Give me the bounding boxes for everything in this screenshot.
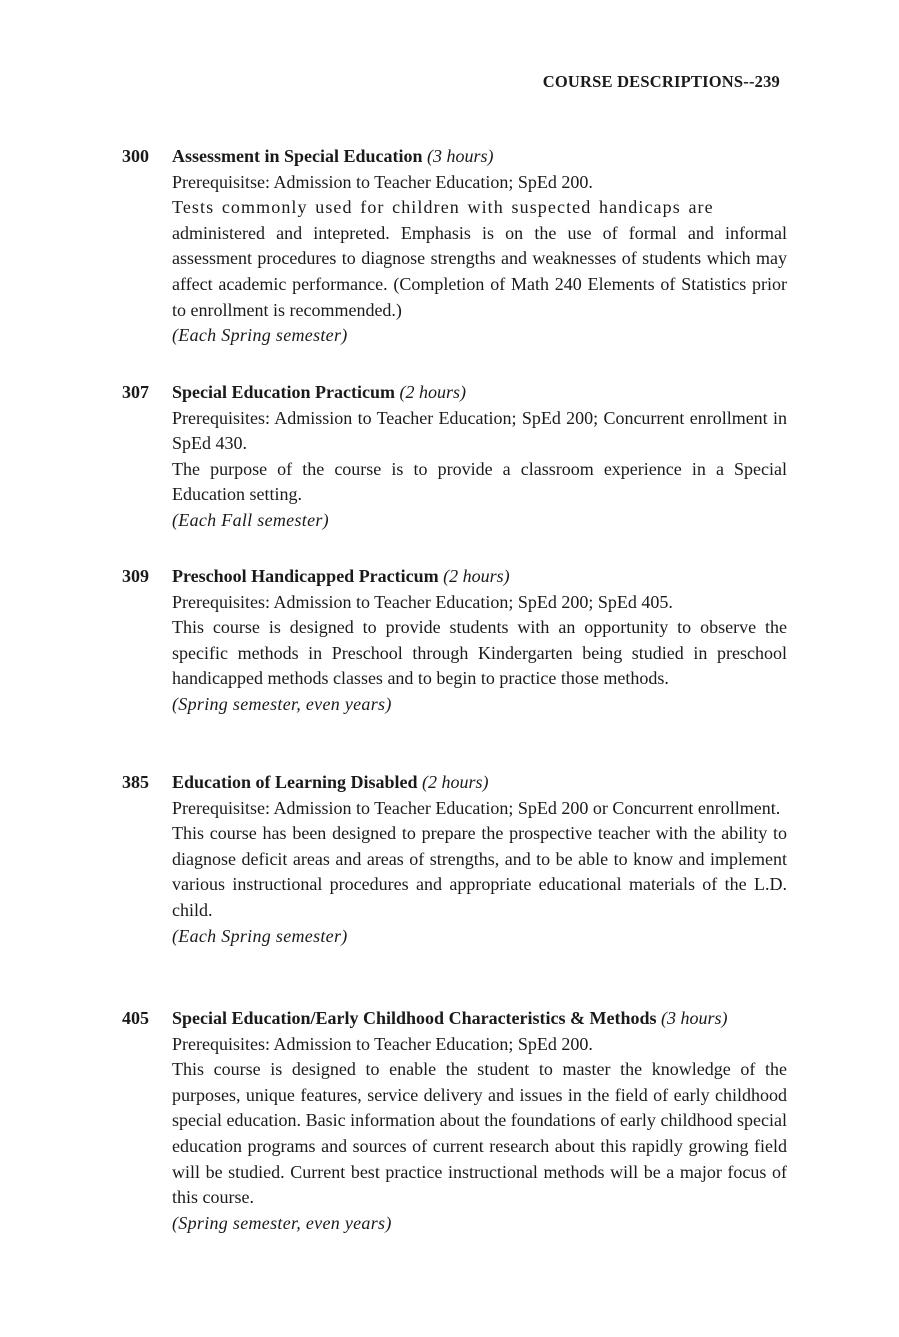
- course-body: [172, 1032, 787, 1237]
- course-number: 405: [122, 1008, 149, 1028]
- course-description: This course is designed to provide students with an opportunity to observe the specific methods in Preschool through Kindergarten being studied in preschool handicapped methods classes and to begin to practice those methods.: [172, 617, 787, 689]
- course-prerequisites: Prerequisitse: Admission to Teacher Education; SpEd 200.: [172, 171, 593, 192]
- course-header: [122, 1006, 787, 1032]
- course-body: [172, 170, 787, 349]
- course-prerequisites: Prerequisites: Admission to Teacher Education; SpEd 200.: [172, 1033, 593, 1054]
- course-hours: (3 hours): [661, 1008, 728, 1028]
- course-entry-307: [122, 380, 787, 534]
- course-number: 385: [122, 772, 149, 792]
- course-offered: (Each Spring semester): [172, 925, 348, 946]
- course-hours: (2 hours): [422, 772, 489, 792]
- course-body: [172, 406, 787, 534]
- course-entry-385: [122, 770, 787, 949]
- course-header: [122, 380, 787, 406]
- course-description: administered and intepreted. Emphasis is on the use of formal and informal assessment procedures to diagnose strengths and weaknesses of students which may affect academic performance. (Completion of Math 240 Elements of Statistics prior to enrollment is recommended.): [172, 222, 787, 320]
- course-title: Education of Learning Disabled: [172, 772, 418, 792]
- course-description-lead: Tests commonly used for children with suspected handicaps are: [172, 197, 714, 218]
- course-hours: (3 hours): [427, 146, 494, 166]
- course-number: 307: [122, 382, 149, 402]
- course-description: This course has been designed to prepare the prospective teacher with the ability to diagnose deficit areas and areas of strengths, and to be able to know and implement various instructional procedures and appropriate educational materials of the L.D. child.: [172, 823, 787, 920]
- course-hours: (2 hours): [443, 566, 510, 586]
- course-offered: (Each Fall semester): [172, 509, 329, 530]
- course-header: [122, 564, 787, 590]
- course-title: Assessment in Special Education: [172, 146, 423, 166]
- course-offered: (Spring semester, even years): [172, 693, 392, 714]
- course-body: [172, 796, 787, 950]
- course-prerequisites: Prerequisites: Admission to Teacher Education; SpEd 200; Concurrent enrollment in SpEd 430.: [172, 407, 787, 454]
- course-offered: (Spring semester, even years): [172, 1212, 392, 1233]
- course-offered: (Each Spring semester): [172, 325, 348, 346]
- course-description: The purpose of the course is to provide a classroom experience in a Special Education setting.: [172, 458, 787, 505]
- course-header: [122, 770, 787, 796]
- course-entry-300: [122, 144, 787, 349]
- course-title: Preschool Handicapped Practicum: [172, 566, 439, 586]
- course-hours: (2 hours): [399, 382, 466, 402]
- course-title: Special Education/Early Childhood Characteristics & Methods: [172, 1008, 657, 1028]
- course-description: This course is designed to enable the student to master the knowledge of the purposes, unique features, service delivery and issues in the field of early childhood special education. Basic information about the foundations of early childhood special education programs and sources of current research about this rapidly growing field will be studied. Current best practice instructional methods will be a major focus of this course.: [172, 1059, 787, 1208]
- course-entry-405: [122, 1006, 787, 1236]
- course-body: [172, 590, 787, 718]
- course-header: [122, 144, 787, 170]
- course-title: Special Education Practicum: [172, 382, 395, 402]
- course-prerequisites: Prerequisites: Admission to Teacher Education; SpEd 200; SpEd 405.: [172, 591, 673, 612]
- course-number: 309: [122, 566, 149, 586]
- course-entry-309: [122, 564, 787, 718]
- course-prerequisites: Prerequisitse: Admission to Teacher Education; SpEd 200 or Concurrent enrollment.: [172, 797, 781, 818]
- course-number: 300: [122, 146, 149, 166]
- running-head: COURSE DESCRIPTIONS--239: [542, 72, 780, 91]
